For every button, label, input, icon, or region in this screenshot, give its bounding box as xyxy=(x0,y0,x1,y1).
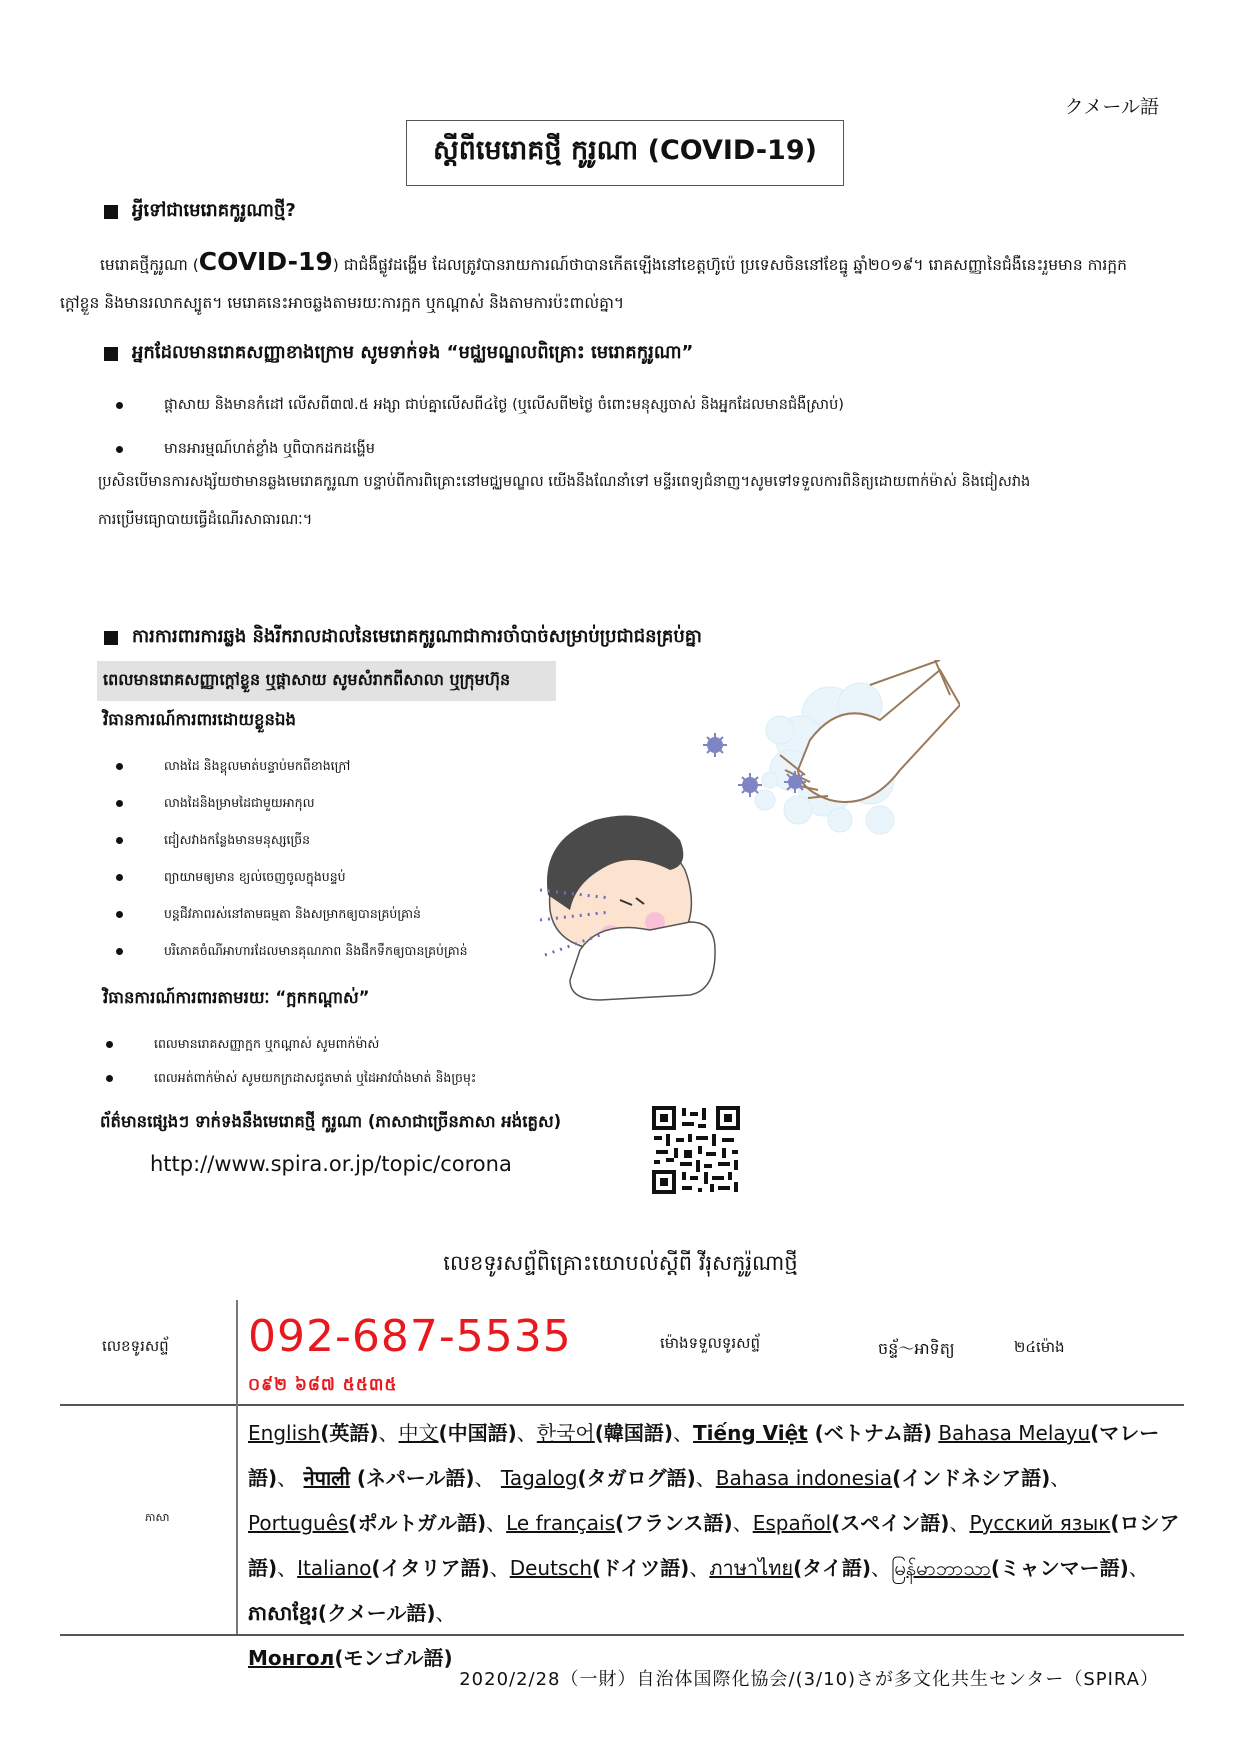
section-heading-prevention xyxy=(104,624,702,651)
self-protection-heading: វិធានការណ៍ការពារដោយខ្លួនឯង xyxy=(103,710,296,729)
list-item: លាងដៃ និងខ្ពុលមាត់បន្ទាប់មកពីខាងក្រៅ xyxy=(116,747,468,784)
covid-label: COVID-19 xyxy=(198,247,333,276)
intro-text-b: ) ជាជំងឺផ្លូវដង្ហើម ដែលត្រូវបានរាយការណ៍ថាបានកើតឡើងនៅខេត្តហ៊ូប៉េ ប្រទេសចិននៅខែធ្នូ ឆ្នាំ២០១៩។ រោគសញ្ញានៃជំងឺនេះរួមមាន ការក្អក xyxy=(332,256,1127,274)
language-label: ភាសា xyxy=(145,1511,170,1524)
intro-line-2: ក្តៅខ្លួន និងមានរលាកស្បូត។ មេរោគនេះអាចឆ្លងតាមរយៈការក្អក ឬកណ្តាស់ និងតាមការប៉ះពាល់គ្នា។ xyxy=(60,294,625,312)
list-item: ជៀសវាងកន្លែងមានមនុស្សច្រើន xyxy=(116,821,468,858)
lang-vietnamese: Tiếng Việt xyxy=(693,1421,808,1445)
lang-khmer: ភាសាខ្មែរ xyxy=(248,1601,318,1625)
lang-malay: Bahasa Melayu xyxy=(938,1421,1091,1445)
square-bullet-icon xyxy=(104,205,118,219)
symptom-list xyxy=(116,383,844,471)
section-heading-text: អ្វីទៅជាមេរោគកូរូណាថ្មី? xyxy=(132,200,296,221)
hotline-heading: លេខទូរសព្ទ័ពិគ្រោះយោបល់ស្តីពី វីរុសកូរ៉ូណាថ្មី xyxy=(443,1251,798,1275)
list-item: លាងដៃនិងម្រាមដៃជាមួយអាកុល xyxy=(116,784,468,821)
phone-number[interactable]: 092-687-5535 xyxy=(248,1311,572,1362)
consult-note xyxy=(98,463,1178,539)
lang-spanish: Español xyxy=(752,1511,832,1535)
lang-mongolian: Монгол xyxy=(248,1646,335,1670)
more-info-heading: ព័ត៌មានផ្សេងៗ ទាក់ទងនឹងមេរោគថ្មី កូរូណា (ភាសាជាច្រើនភាសា អង់គ្លេស) xyxy=(100,1112,562,1131)
lang-thai: ภาษาไทย xyxy=(709,1556,794,1580)
lang-russian: Русский язык xyxy=(969,1511,1111,1535)
page-title: ស្ដីពីមេរោគថ្មី កូរូណា (COVID-19) xyxy=(406,120,844,186)
self-protection-list xyxy=(116,747,468,969)
hours-value: ២៤ម៉ោង xyxy=(1014,1338,1065,1356)
sneezing-child-illustration xyxy=(540,660,960,1060)
lang-french: Le français xyxy=(506,1511,615,1535)
lang-myanmar: မြန်မာဘာသာ xyxy=(891,1556,991,1580)
list-item: ពេលអត់ពាក់ម៉ាស់ សូមយកក្រដាសជូតមាត់ ឬដៃអាវបាំងមាត់ និងច្រមុះ xyxy=(106,1061,476,1095)
lang-tagalog: Tagalog xyxy=(500,1466,578,1490)
table-divider xyxy=(60,1404,1184,1406)
list-item: ពេលមានរោគសញ្ញាក្អក ឬកណ្តាស់ សូមពាក់ម៉ាស់ xyxy=(106,1027,476,1061)
cough-etiquette-heading: វិធានការណ៍ការពារតាមរយៈ “ក្អកកណ្តាស់” xyxy=(103,988,370,1007)
lang-korean: 한국어 xyxy=(536,1421,595,1445)
stay-home-banner: ពេលមានរោគសញ្ញាក្តៅខ្លួន ឬផ្តាសាយ សូមសំរាកពីសាលា ឬក្រុមហ៊ុន xyxy=(97,661,556,701)
footer-credit: 2020/2/28（一財）自治体国際化協会/(3/10)さが多文化共生センター（SPIRA） xyxy=(459,1669,1159,1690)
intro-text-a: មេរោគថ្មីកូរូណា ( xyxy=(100,256,199,274)
list-item: បរិភោគចំណីអាហារដែលមានគុណភាព និងផឹកទឹកឲ្យបានគ្រប់គ្រាន់ xyxy=(116,932,468,969)
lang-indonesian: Bahasa indonesia xyxy=(715,1466,893,1490)
qr-code-icon xyxy=(652,1106,740,1194)
days-value: ចន្ទ័〜អាទិត្យ xyxy=(878,1339,955,1358)
section-heading-what-is xyxy=(104,198,296,225)
list-item: ព្យាយាមឲ្យមាន ខ្យល់ចេញចូលក្នុងបន្ទប់ xyxy=(116,858,468,895)
lang-english: English xyxy=(248,1421,321,1445)
phone-number-khmer: ០៩២ ៦៨៧ ៥៥៣៥ xyxy=(248,1375,398,1395)
hours-label: ម៉ោងទទួលទូរសព្ទ័ xyxy=(660,1334,760,1352)
consult-note-line-1: ប្រសិនបើមានការសង្ស័យថាមានឆ្លងមេរោគកូរូណា បន្ទាប់ពីការពិគ្រោះនៅមជ្ឈមណ្ឌល យើងនឹងណែនាំទៅ មន្ទីរពេទ្យជំនាញ។សូមទៅទទួលការពិនិត្យដោយពាក់ម៉ាស់ និងជៀសវាង xyxy=(98,474,1031,490)
language-tag: クメール語 xyxy=(1064,96,1159,118)
table-divider xyxy=(236,1300,238,1634)
square-bullet-icon xyxy=(104,631,118,645)
list-item: មានអារម្មណ៍ហត់ខ្លាំង ឬពិបាកដកដង្ហើម xyxy=(116,427,844,471)
square-bullet-icon xyxy=(104,347,118,361)
cough-etiquette-list xyxy=(106,1027,476,1095)
list-item: បន្តជីវភាពរស់នៅតាមធម្មតា និងសម្រាកឲ្យបានគ្រប់គ្រាន់ xyxy=(116,895,468,932)
intro-paragraph xyxy=(60,243,1180,322)
lang-chinese: 中文 xyxy=(398,1421,439,1445)
lang-nepali: नेपाली xyxy=(303,1466,350,1490)
phone-label: លេខទូរសព្ទ័ xyxy=(102,1337,169,1355)
lang-german: Deutsch xyxy=(509,1556,593,1580)
consult-note-line-2: ការប្រើមធ្យោបាយធ្វើដំណើរសាធារណៈ។ xyxy=(98,512,313,528)
section-heading-text: អ្នកដែលមានរោគសញ្ញាខាងក្រោម សូមទាក់ទង “មជ្ឈមណ្ឌលពិគ្រោះ មេរោគកូរូណា” xyxy=(132,342,694,363)
lang-italian: Italiano xyxy=(297,1556,372,1580)
info-url-link[interactable]: http://www.spira.or.jp/topic/corona xyxy=(150,1152,512,1176)
list-item: ផ្តាសាយ និងមានកំដៅ លើសពី៣៧.៥ អង្សា ជាប់គ្នាលើសពី៤ថ្ងៃ (ឬលើសពី២ថ្ងៃ ចំពោះមនុស្សចាស់ និងអ្នកដែលមានជំងឺស្រាប់) xyxy=(116,383,844,427)
section-heading-text: ការការពារការឆ្លង និងរីករាលដាលនៃមេរោគកូរូណាជាការចាំបាច់សម្រាប់ប្រជាជនគ្រប់គ្នា xyxy=(132,626,702,647)
supported-languages: English(英語)、中文(中国語)、한국어(韓国語)、Tiếng Việt (ベトナム語) Bahasa Melayu(マレー語)、 नेपाली (ネパール語)、 Tagalog(タガログ語)、Bahasa indonesia(インドネシア語)、Português(ポルトガル語)、Le français(フランス語)、Español(スペイン語)、Русский язык(ロシア語)、Italiano(イタリア語)、Deutsch(ドイツ語)、ภาษาไทย(タイ語)、မြန်မာဘာသာ(ミャンマー語)、ភាសាខ្មែរ(クメール語)、 Монгол(モンゴル語) xyxy=(248,1421,1180,1670)
section-heading-symptoms xyxy=(104,340,693,367)
lang-portuguese: Português xyxy=(248,1511,349,1535)
